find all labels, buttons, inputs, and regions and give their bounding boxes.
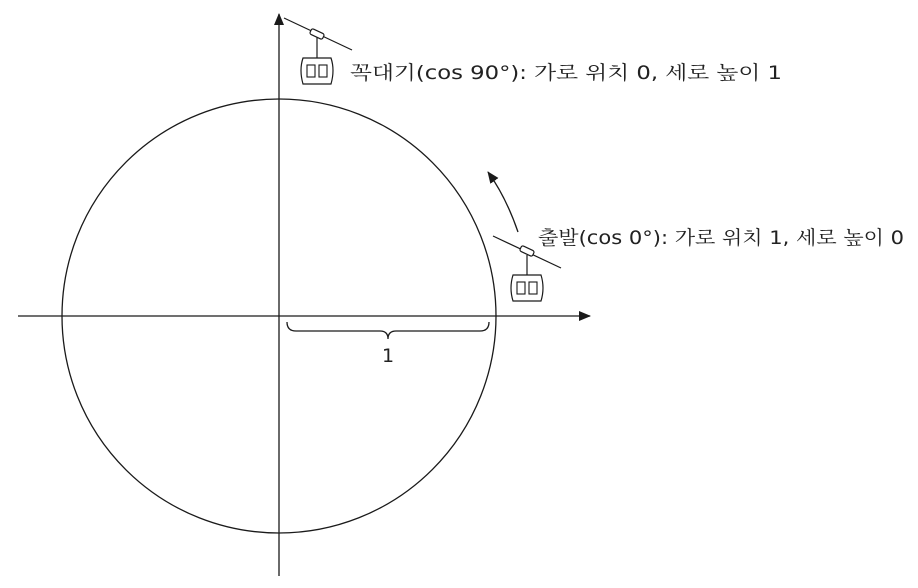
gondola-icon	[301, 28, 333, 84]
start-position-label: 출발(cos 0°): 가로 위치 1, 세로 높이 0	[538, 227, 869, 249]
radius-brace-icon	[287, 322, 489, 339]
gondola-top	[284, 18, 352, 84]
gondola-icon	[511, 245, 543, 301]
rotation-arrow-icon	[488, 172, 518, 232]
radius-label: 1	[381, 345, 395, 367]
top-position-label: 꼭대기(cos 90°): 가로 위치 0, 세로 높이 1	[350, 62, 782, 84]
